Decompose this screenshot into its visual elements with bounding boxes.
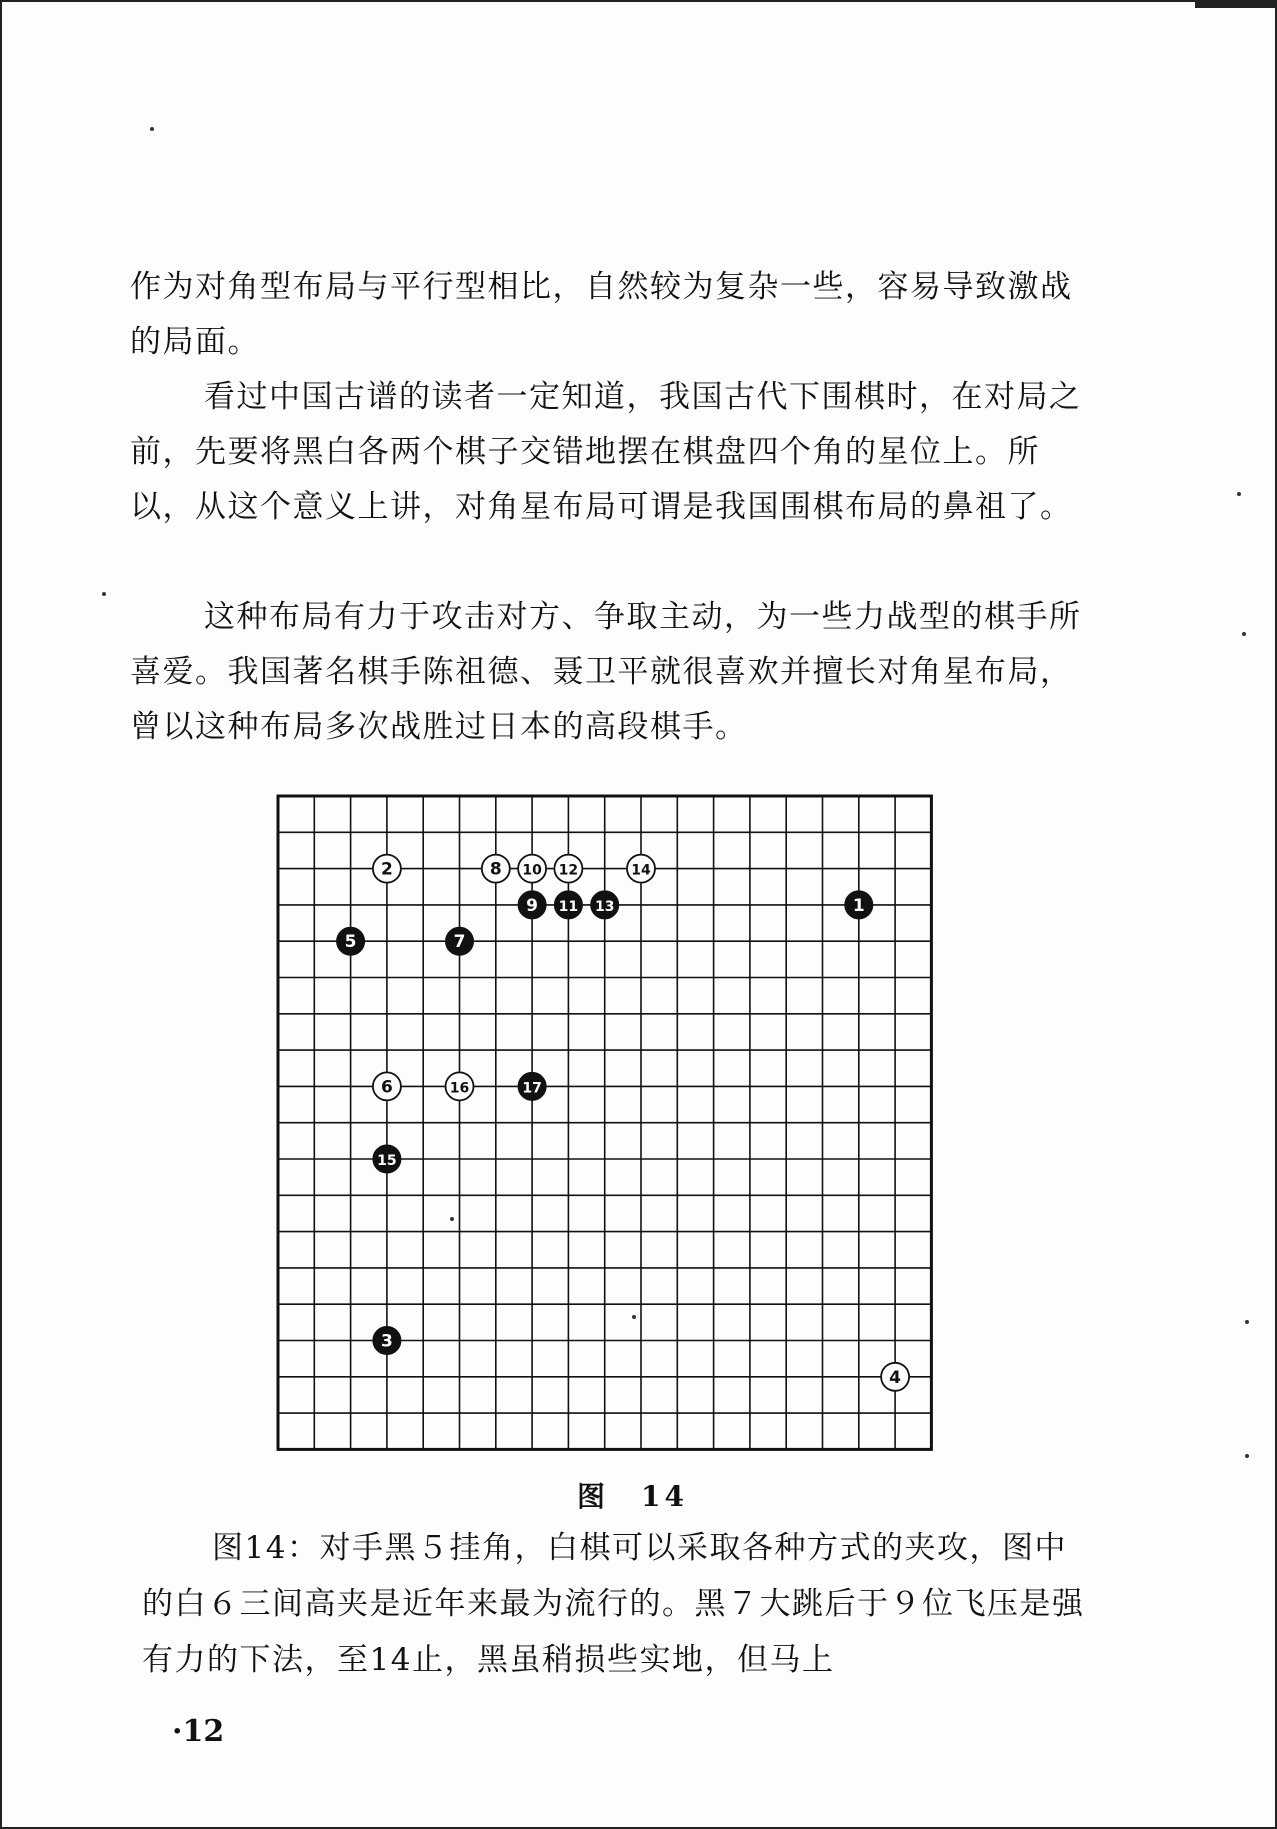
stone-white-14 <box>627 855 655 883</box>
stone-black-3 <box>373 1327 401 1355</box>
stone-black-1 <box>845 891 873 919</box>
stone-number: 7 <box>453 932 466 953</box>
scan-edge-mark <box>1195 2 1275 8</box>
scan-speck <box>1237 492 1241 496</box>
stone-number: 6 <box>380 1077 393 1098</box>
stone-black-7 <box>446 927 474 955</box>
stone-number: 8 <box>489 859 502 880</box>
stone-number: 13 <box>594 898 615 915</box>
scan-speck <box>450 1217 454 1221</box>
page-number: ·12 <box>172 1714 225 1749</box>
stone-number: 3 <box>380 1331 393 1352</box>
stone-black-13 <box>591 891 619 919</box>
stone-number: 10 <box>522 862 542 879</box>
stone-number: 5 <box>344 932 357 953</box>
stone-white-12 <box>554 855 582 883</box>
go-board <box>274 792 934 1454</box>
stone-black-11 <box>554 891 582 919</box>
go-board-figure <box>274 792 934 1454</box>
stone-number: 16 <box>449 1080 470 1097</box>
stone-black-17 <box>518 1072 546 1100</box>
stone-white-8 <box>482 855 510 883</box>
stone-black-9 <box>518 891 546 919</box>
paragraph-3: 这种布局有力于攻击对方、争取主动，为一些力战型的棋手所喜爱。我国著名棋手陈祖德、聂卫平就很喜欢并擅长对角星布局，曾以这种布局多次战胜过日本的高段棋手。 <box>130 599 1082 745</box>
stone-number: 15 <box>377 1153 397 1169</box>
stone-number: 12 <box>558 862 579 879</box>
stone-white-2 <box>373 855 401 883</box>
scan-speck <box>150 127 154 131</box>
scan-speck <box>632 1315 636 1319</box>
stone-white-6 <box>373 1072 401 1100</box>
stone-number: 1 <box>852 895 865 916</box>
figure-caption: 图 14 <box>577 1480 688 1513</box>
paragraph-2: 看过中国古谱的读者一定知道，我国古代下围棋时，在对局之前，先要将黑白各两个棋子交错地摆在棋盘四个角的星位上。所以，从这个意义上讲，对角星布局可谓是我国围棋布局的鼻祖了。 <box>130 379 1082 525</box>
stone-black-5 <box>337 927 365 955</box>
stone-black-15 <box>373 1145 401 1173</box>
stone-white-16 <box>446 1072 474 1100</box>
stone-white-10 <box>518 855 546 883</box>
paragraph-1: 作为对角型布局与平行型相比，自然较为复杂一些，容易导致激战的局面。 <box>130 269 1073 360</box>
scan-speck <box>1245 1320 1249 1324</box>
stone-number: 2 <box>380 859 393 880</box>
scan-speck <box>102 592 106 596</box>
stone-number: 9 <box>526 895 539 916</box>
stone-white-4 <box>881 1363 909 1391</box>
stone-number: 4 <box>889 1367 902 1388</box>
paragraph-4: 图14：对手黑５挂角，白棋可以采取各种方式的夹攻，图中的白６三间高夹是近年来最为流行的。黑７大跳后于９位飞压是强有力的下法，至14止，黑虽稍损些实地，但马上 <box>142 1530 1085 1678</box>
scan-speck <box>1242 632 1246 636</box>
scan-speck <box>1245 1454 1249 1458</box>
stone-number: 17 <box>522 1080 542 1097</box>
stone-number: 11 <box>558 898 579 915</box>
stone-number: 14 <box>631 862 651 879</box>
